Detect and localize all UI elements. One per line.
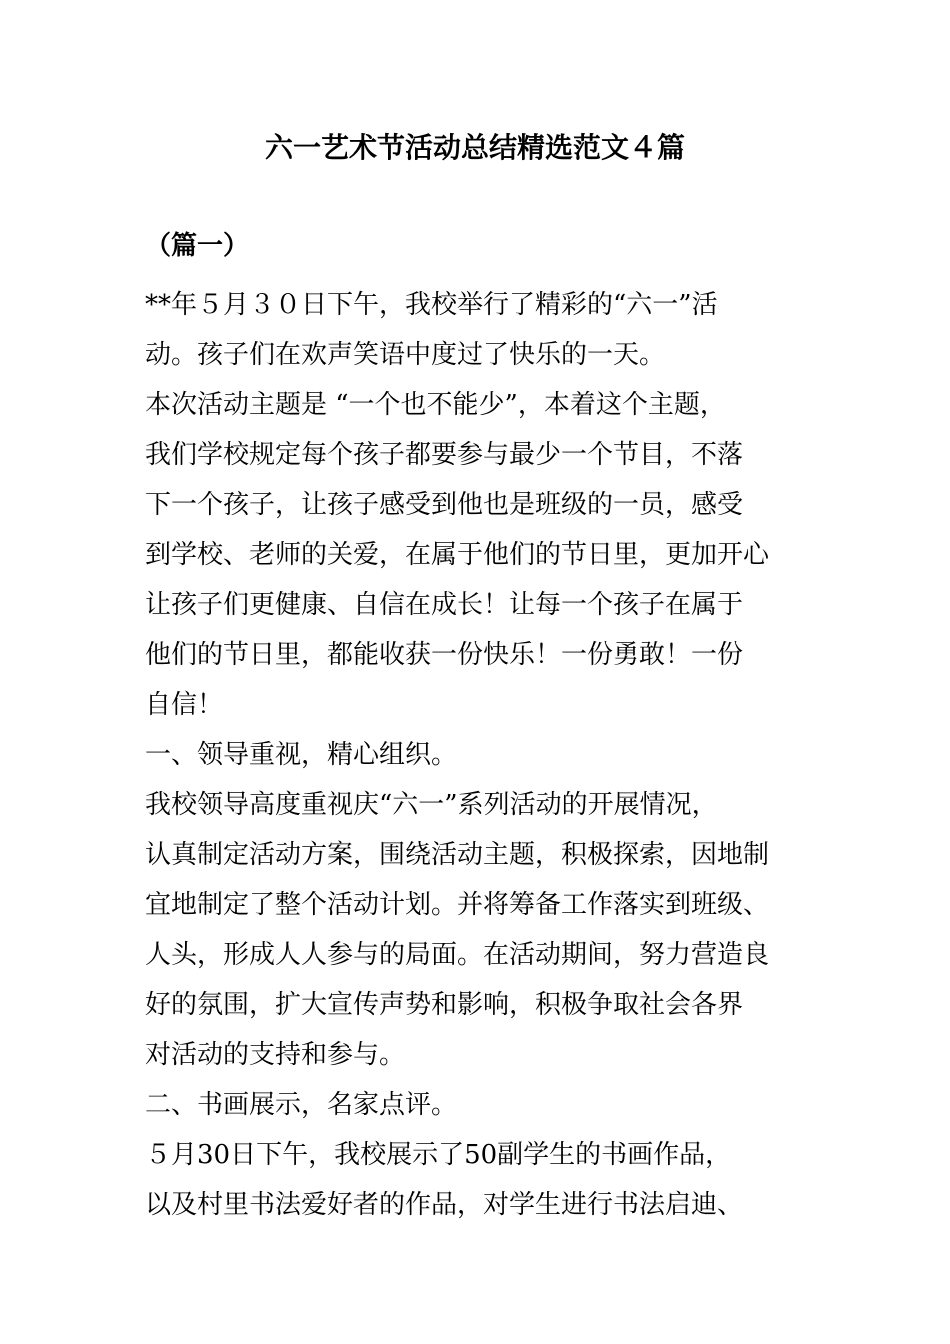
text-line: 以及村里书法爱好者的作品，对学生进行书法启迪、 [145,1190,744,1220]
text-line: 宜地制定了整个活动计划。并将筹备工作落实到班级、 [145,890,770,920]
body-text [145,280,815,1230]
text-line: 人头，形成人人参与的局面。在活动期间，努力营造良 [145,940,770,970]
text-line: ５月30日下午，我校展示了50副学生的书画作品， [145,1140,732,1170]
text-line: 动。孩子们在欢声笑语中度过了快乐的一天。 [145,340,666,370]
text-line: 认真制定活动方案，围绕活动主题，积极探索，因地制 [145,840,770,870]
document-title: 六一艺术节活动总结精选范文４篇 [264,131,685,164]
text-line: 我校领导高度重视庆“六一”系列活动的开展情况， [145,790,718,820]
text-line: 好的氛围，扩大宣传声势和影响，积极争取社会各界 [145,990,744,1020]
text-line: 自信！ [145,690,224,720]
text-line: 到学校、老师的关爱，在属于他们的节日里，更加开心 [145,540,770,570]
text-line: 让孩子们更健康、自信在成长！让每一个孩子在属于 [145,590,744,620]
text-line: 下一个孩子，让孩子感受到他也是班级的一员，感受 [145,490,744,520]
text-line: 他们的节日里，都能收获一份快乐！一份勇敢！一份 [145,640,744,670]
heading-line: 一、领导重视，精心组织。 [145,740,458,770]
heading-line: 二、书画展示，名家点评。 [145,1090,458,1120]
text-line: 本次活动主题是 “一个也不能少”，本着这个主题， [145,390,726,420]
section-heading: （篇一） [145,231,250,261]
text-line: 对活动的支持和参与。 [145,1040,406,1070]
text-line: 我们学校规定每个孩子都要参与最少一个节目，不落 [145,440,744,470]
text-line: **年５月３０日下午，我校举行了精彩的“六一”活 [145,290,718,320]
